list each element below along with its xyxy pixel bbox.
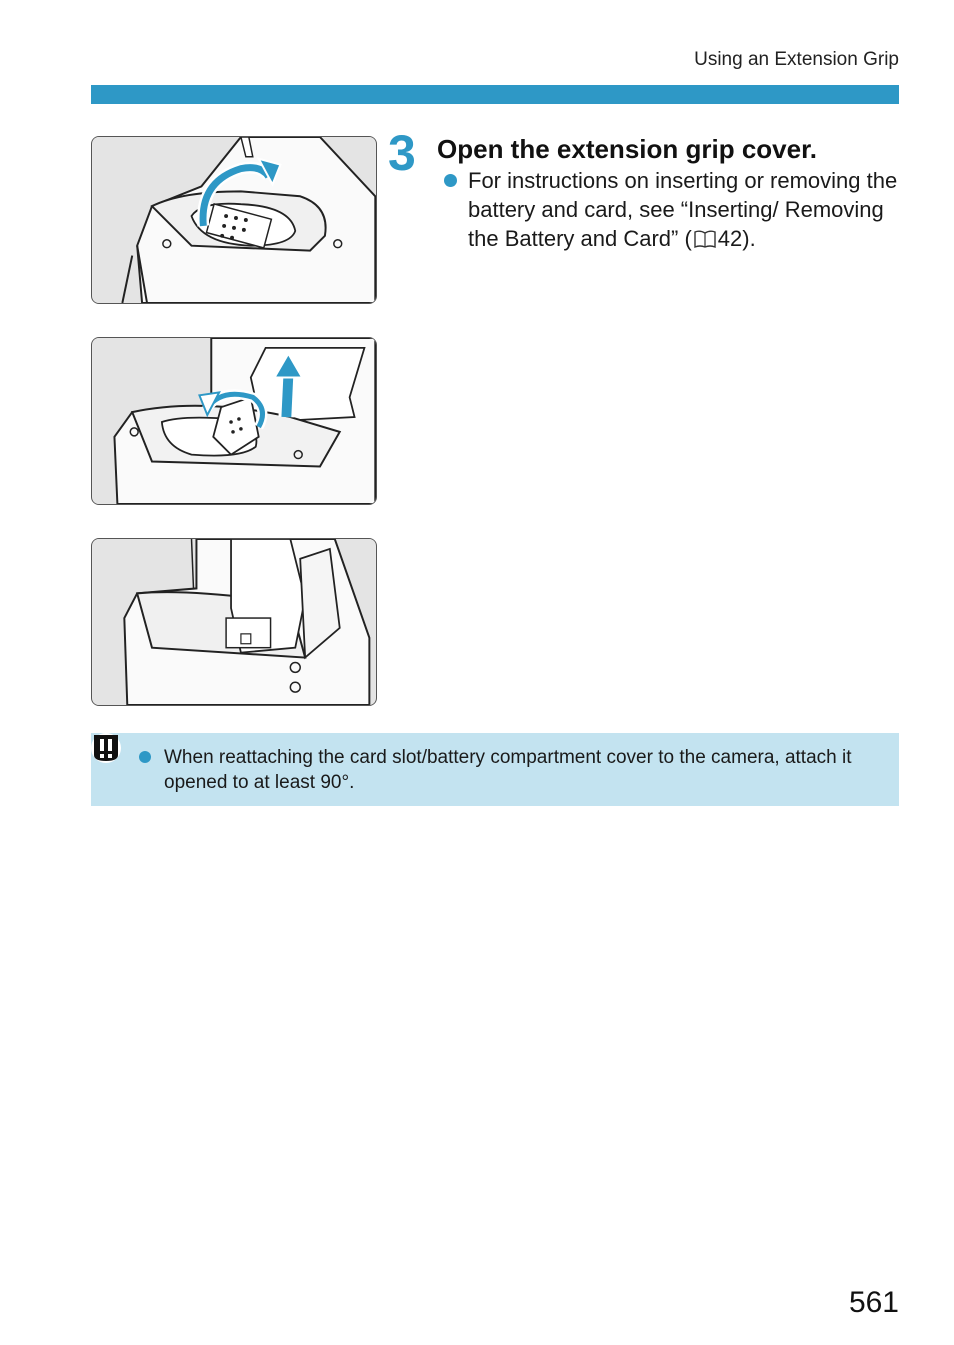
illustration-grip-cover-open [91, 136, 377, 304]
grip-compartment-open-illustration [92, 539, 376, 705]
bullet-text-end: ). [742, 226, 756, 251]
header-bar [91, 85, 899, 104]
caution-exclamation-icon [91, 733, 121, 763]
bullet-icon [444, 174, 457, 187]
illustration-grip-compartment-open [91, 538, 377, 706]
step-bullet [444, 166, 904, 253]
caution-text: When reattaching the card slot/battery compartment cover to the camera, attach it opened to at least 90°. [164, 747, 852, 793]
caution-box [91, 733, 899, 806]
bullet-text-main: For instructions on inserting or removing the battery and card, see “Inserting/ Removing the Battery and Card” ( [468, 168, 898, 251]
grip-cover-open-arrow-illustration [92, 137, 376, 303]
step-number: 3 [388, 125, 414, 181]
page-reference[interactable]: 42 [717, 226, 743, 251]
caution-bullet-icon [139, 751, 151, 763]
running-header: Using an Extension Grip [694, 49, 899, 70]
page-number: 561 [848, 1286, 899, 1319]
step-title: Open the extension grip cover. [437, 134, 817, 164]
illustration-grip-cover-lift [91, 337, 377, 505]
book-page-ref-icon [694, 229, 716, 249]
grip-cover-lift-illustration [92, 338, 376, 504]
step-bullet-text [468, 166, 904, 253]
